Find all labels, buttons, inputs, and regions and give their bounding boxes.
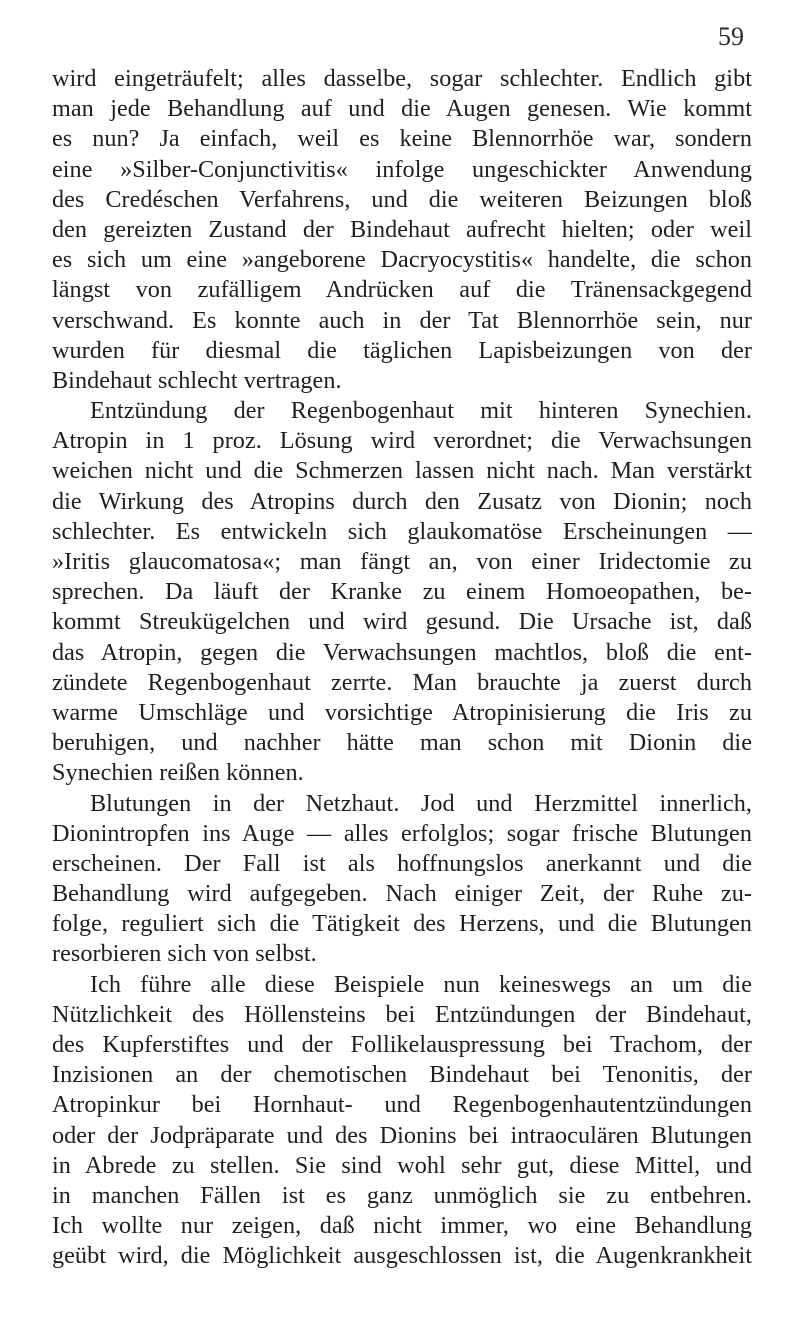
- text-line: Ich wollte nur zeigen, daß nicht immer, wo eine Behandlung: [52, 1212, 752, 1240]
- text-line: oder der Jodpräparate und des Dionins bei intraoculären Blutungen: [52, 1121, 752, 1149]
- text-line: in Abrede zu stellen. Sie sind wohl sehr gut, diese Mittel, und: [52, 1151, 752, 1179]
- text-line: resorbieren sich von selbst.: [52, 940, 317, 968]
- text-line: längst von zufälligem Andrücken auf die Tränensackgegend: [52, 276, 752, 304]
- text-line: des Credéschen Verfahrens, und die weiteren Beizungen bloß: [52, 185, 752, 213]
- text-line: zündete Regenbogenhaut zerrte. Man brauchte ja zuerst durch: [52, 668, 752, 696]
- text-line: den gereizten Zustand der Bindehaut aufrecht hielten; oder weil: [52, 215, 752, 243]
- text-line: Dionintropfen ins Auge — alles erfolglos; sogar frische Blutungen: [52, 819, 752, 847]
- text-line: wurden für diesmal die täglichen Lapisbeizungen von der: [52, 336, 752, 364]
- text-line: geübt wird, die Möglichkeit ausgeschlossen ist, die Augenkrankheit: [52, 1242, 752, 1270]
- text-line: Atropin in 1 proz. Lösung wird verordnet; die Verwachsungen: [52, 427, 752, 455]
- text-line: schlechter. Es entwickeln sich glaukomatöse Erscheinungen —: [52, 517, 752, 545]
- text-line: erscheinen. Der Fall ist als hoffnungslos anerkannt und die: [52, 849, 752, 877]
- page-number: 59: [718, 22, 744, 51]
- text-line: Bindehaut schlecht vertragen.: [52, 366, 342, 394]
- text-line: Entzündung der Regenbogenhaut mit hinteren Synechien.: [90, 397, 752, 425]
- text-line: Atropinkur bei Hornhaut- und Regenbogenhautentzündungen: [52, 1091, 752, 1119]
- text-line: eine »Silber-Conjunctivitis« infolge ungeschickter Anwendung: [52, 155, 752, 183]
- text-line: verschwand. Es konnte auch in der Tat Blennorrhöe sein, nur: [52, 306, 752, 334]
- text-line: »Iritis glaucomatosa«; man fängt an, von einer Iridectomie zu: [52, 548, 752, 575]
- text-line: Synechien reißen können.: [52, 759, 304, 787]
- text-line: Behandlung wird aufgegeben. Nach einiger Zeit, der Ruhe zu-: [52, 880, 752, 908]
- text-line: kommt Streukügelchen und wird gesund. Die Ursache ist, daß: [52, 608, 752, 636]
- text-line: in manchen Fällen ist es ganz unmöglich sie zu entbehren.: [52, 1181, 752, 1209]
- text-line: Nützlichkeit des Höllensteins bei Entzündungen der Bindehaut,: [52, 1000, 752, 1028]
- text-line: beruhigen, und nachher hätte man schon mit Dionin die: [52, 729, 752, 757]
- text-line: es sich um eine »angeborene Dacryocystitis« handelte, die schon: [52, 246, 752, 274]
- text-line: Inzisionen an der chemotischen Bindehaut bei Tenonitis, der: [52, 1061, 752, 1089]
- text-line: Blutungen in der Netzhaut. Jod und Herzmittel innerlich,: [90, 789, 752, 817]
- text-line: des Kupferstiftes und der Follikelauspressung bei Trachom, der: [52, 1031, 752, 1058]
- body-text: [52, 64, 752, 1272]
- text-line: sprechen. Da läuft der Kranke zu einem Homoeopathen, be-: [52, 578, 752, 606]
- text-line: warme Umschläge und vorsichtige Atropinisierung die Iris zu: [52, 698, 752, 726]
- text-line: wird eingeträufelt; alles dasselbe, sogar schlechter. Endlich gibt: [52, 65, 752, 92]
- text-line: das Atropin, gegen die Verwachsungen machtlos, bloß die ent-: [52, 638, 752, 666]
- text-line: weichen nicht und die Schmerzen lassen nicht nach. Man verstärkt: [52, 457, 752, 485]
- text-line: Ich führe alle diese Beispiele nun keineswegs an um die: [90, 970, 752, 998]
- text-line: folge, reguliert sich die Tätigkeit des Herzens, und die Blutungen: [52, 910, 752, 938]
- text-line: die Wirkung des Atropins durch den Zusatz von Dionin; noch: [52, 487, 752, 515]
- text-line: es nun? Ja einfach, weil es keine Blennorrhöe war, sondern: [52, 125, 752, 153]
- text-line: man jede Behandlung auf und die Augen genesen. Wie kommt: [52, 95, 752, 123]
